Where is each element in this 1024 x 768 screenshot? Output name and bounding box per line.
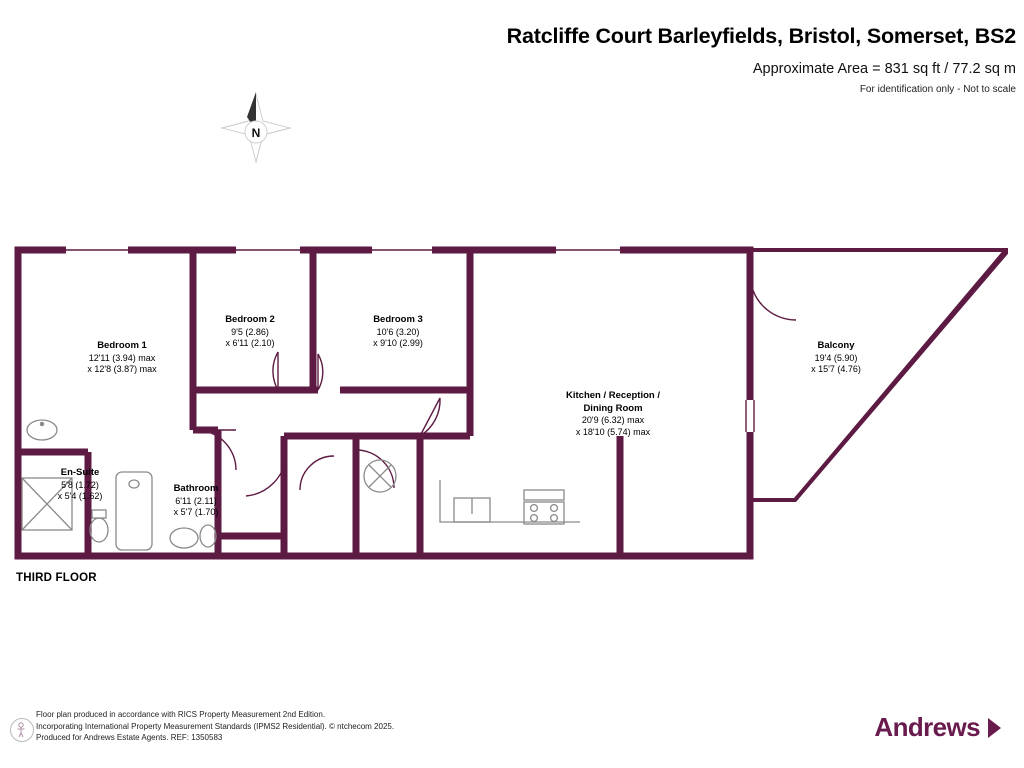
room-name: Bathroom <box>173 483 219 494</box>
floor-label: THIRD FLOOR <box>16 572 97 584</box>
room-label-bathroom <box>148 483 244 519</box>
room-dimension-1: 5'8 (1.72) <box>61 479 99 490</box>
person-icon <box>10 718 34 742</box>
approximate-area: Approximate Area = 831 sq ft / 77.2 sq m <box>752 60 1016 77</box>
room-dimension-2: x 18'10 (5.74) max <box>575 426 651 437</box>
room-label-en-suite <box>34 467 126 503</box>
room-dimension-2: x 5'4 (1.62) <box>57 491 103 502</box>
footer-line-1: Floor plan produced in accordance with RICS Property Measurement 2nd Edition. <box>36 710 326 720</box>
room-label-balcony <box>780 340 892 376</box>
page-title: Ratcliffe Court Barleyfields, Bristol, Somerset, BS2 <box>506 24 1016 48</box>
room-dimension-2: x 9'10 (2.99) <box>373 338 423 349</box>
andrews-logo[interactable] <box>874 712 1008 743</box>
plan-doors <box>196 274 796 496</box>
footer-line-2: Incorporating International Property Measurement Standards (IPMS2 Residential). © ntchecom 2025. <box>36 721 395 731</box>
room-dimension-1: 20'9 (6.32) max <box>581 415 645 426</box>
room-name: Bedroom 3 <box>373 314 423 325</box>
room-name: Kitchen / Reception / <box>566 390 660 401</box>
room-dimension-1: 9'5 (2.86) <box>231 326 269 337</box>
basin-icon <box>170 528 198 548</box>
compass-north-label: N <box>251 126 261 140</box>
room-label-bedroom-1 <box>52 340 192 376</box>
room-name: Balcony <box>817 340 855 351</box>
room-name: Bedroom 1 <box>97 340 147 351</box>
room-dimension-2: x 15'7 (4.76) <box>811 364 861 375</box>
footer-note <box>36 709 466 744</box>
compass-rose-icon <box>214 86 298 170</box>
room-label-bedroom-3 <box>332 314 464 350</box>
hob-icon <box>524 502 564 524</box>
room-name: En-Suite <box>60 467 100 478</box>
room-dimension-2: x 5'7 (1.70) <box>173 507 219 518</box>
room-dimension-1: 19'4 (5.90) <box>814 352 858 363</box>
disclaimer-text: For identification only - Not to scale <box>859 83 1016 95</box>
room-label-kitchen-reception-dining <box>528 390 698 439</box>
floorplan-drawing <box>0 200 1024 620</box>
counter-icon <box>524 490 564 500</box>
header <box>116 24 1016 95</box>
footer-line-3: Produced for Andrews Estate Agents. REF: 1350583 <box>36 733 223 743</box>
brand-name: Andrews <box>874 712 980 742</box>
room-dimension-1: 12'11 (3.94) max <box>88 352 156 363</box>
room-dimension-1: 10'6 (3.20) <box>376 326 420 337</box>
room-name-line2: Dining Room <box>583 402 643 414</box>
room-dimension-2: x 12'8 (3.87) max <box>87 364 157 375</box>
room-label-bedroom-2 <box>188 314 312 350</box>
room-dimension-1: 6'11 (2.11) <box>175 495 217 506</box>
chevron-right-icon <box>982 715 1008 741</box>
room-name: Bedroom 2 <box>225 314 275 325</box>
toilet-icon <box>200 525 216 547</box>
toilet-icon <box>90 518 108 542</box>
room-dimension-2: x 6'11 (2.10) <box>225 338 275 349</box>
